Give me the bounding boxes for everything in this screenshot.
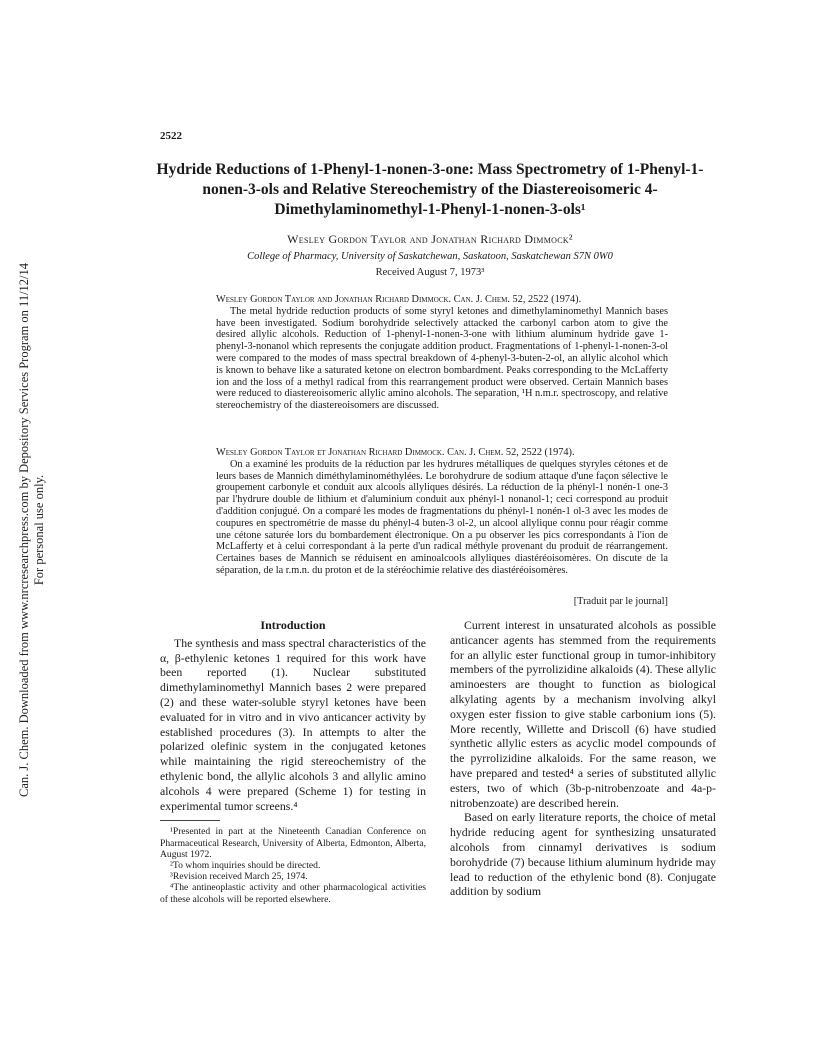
affiliation: College of Pharmacy, University of Saskatchewan, Saskatoon, Saskatchewan S7N 0W0 [247,251,613,262]
abstract-english [216,294,668,412]
body-column-right [450,618,716,899]
footnote-4: ⁴The antineoplastic activity and other pharmacological activities of these alcohols will be reported elsewhere. [160,882,426,905]
footnote-2: ²To whom inquiries should be directed. [170,859,321,871]
footnote-1: ¹Presented in part at the Nineteenth Canadian Conference on Pharmaceutical Research, University of Alberta, Edmonton, Alberta, August 1972. [160,826,426,860]
page-number: 2522 [160,130,182,142]
footnote-3: ³Revision received March 25, 1974. [170,871,308,883]
footnote-divider [160,820,220,821]
article-title: Hydride Reductions of 1-Phenyl-1-nonen-3-one: Mass Spectrometry of 1-Phenyl-1-nonen-3-ols and Relative Stereochemistry of the Diastereoisomeric 4-Dimethylaminomethyl-1-Phenyl-1-nonen-3-ols¹ [156,161,704,218]
abstract-text: The metal hydride reduction products of some styryl ketones and dimethylaminomethyl Mannich bases have been investigated. Sodium borohydride selectively attacked the carbonyl carbon atom to give the desired allylic alcohols. Reduction of 1-phenyl-1-nonen-3-one with lithium aluminum hydride gave 1-phenyl-3-nonanol which represents the conjugate addition product. Fragmentations of 1-phenyl-1-nonen-3-ol were compared to the modes of mass spectral breakdown of 4-phenyl-3-buten-2-ol, an allylic alcohol which is known to behave like a saturated ketone on electron bombardment. Peaks corresponding to the McLafferty ion and the loss of a methyl radical from this rearrangement product were observed. Certain Mannich bases were reduced to diastereoisomeric allylic amino alcohols. The separation, ¹H n.m.r. spectroscopy, and relative stereochemistry of the diastereoisomers are discussed. [216,305,668,412]
body-column-left [160,618,426,905]
translation-note: [Traduit par le journal] [573,596,668,607]
watermark-line-1: Can. J. Chem. Downloaded from www.nrcresearchpress.com by Depository Services Program on 11/12/14 [17,262,31,798]
abstract-citation: Wesley Gordon Taylor and Jonathan Richard Dimmock. Can. J. Chem. 52, 2522 (1974). [216,294,582,305]
section-heading: Introduction [260,618,326,632]
paragraph: The synthesis and mass spectral characteristics of the α, β-ethylenic ketones 1 required for this work have been reported (1). Nuclear substituted dimethylaminomethyl Mannich bases 2 were prepared (2) and these water-soluble styryl ketones have been evaluated for in vitro and in vivo anticancer activity by established procedures (3). In attempts to alter the polarized olefinic system in the conjugated ketones while maintaining the rigid stereochemistry of the ethylenic bond, the allylic alcohols 3 and allylic amino alcohols 4 were prepared (Scheme 1) for testing in experimental tumor screens.⁴ [160,635,426,813]
download-watermark [2,170,62,890]
paragraph: Based on early literature reports, the choice of metal hydride reducing agent for synthesizing unsaturated alcohols from cinnamyl derivatives is sodium borohydride (7) because lithium aluminum hydride may lead to reduction of the ethylenic bond (8). Conjugate addition by sodium [450,810,716,899]
abstract-text-fr: On a examiné les produits de la réduction par les hydrures métalliques de quelques styryles cétones et de leurs bases de Mannich diméthylaminométhylées. Le borohydrure de sodium attaque d'une façon sélective le groupement carbonyle et conduit aux alcools allyliques désirés. La réduction de la phényl-1 nonén-1 one-3 par l'hydrure double de lithium et d'aluminium conduit aux phényl-1 nonanol-1; ceci correspond au produit d'addition conjugué. On a comparé les modes de fragmentations du phényl-1 nonén-1 ol-3 avec les modes de coupures en spectrométrie de masse du phényl-4 buten-3 ol-2, un alcool allylique connu pour réagir comme une cétone saturée lors du bombardement électronique. On a pu observer les pics correspondants à l'ion de McLafferty et à celui correspondant à la perte d'un radical méthyle provenant du produit de réarrangement. Certaines bases de Mannich se réduisent en aminoalcools allyliques diastéréoisomères. On discute de la séparation, de la r.m.n. du proton et de la stéréochimie relative des diastéréoisomères. [216,458,668,576]
author-list: Wesley Gordon Taylor and Jonathan Richard Dimmock² [287,232,573,246]
watermark-line-2: For personal use only. [32,474,46,586]
paragraph: Current interest in unsaturated alcohols as possible anticancer agents has stemmed from the requirements for an allylic ester functional group in tumor-inhibitory members of the pyrrolizidine alkaloids (4). These allylic aminoesters are thought to function as biological alkylating agents by a mechanism involving alkyl oxygen ester fission to give stable carbonium ions (5). More recently, Willette and Driscoll (6) have studied synthetic allylic esters as acyclic model compounds of the pyrrolizidine alkaloids. For the same reason, we have prepared and tested⁴ a series of substituted allylic esters, two of which (3b-p-nitrobenzoate and 4a-p-nitrobenzoate) are described herein. [450,618,716,810]
received-date: Received August 7, 1973³ [375,267,485,278]
abstract-french [216,447,668,577]
abstract-citation-fr: Wesley Gordon Taylor et Jonathan Richard Dimmock. Can. J. Chem. 52, 2522 (1974). [216,447,575,458]
footnotes [160,826,426,904]
